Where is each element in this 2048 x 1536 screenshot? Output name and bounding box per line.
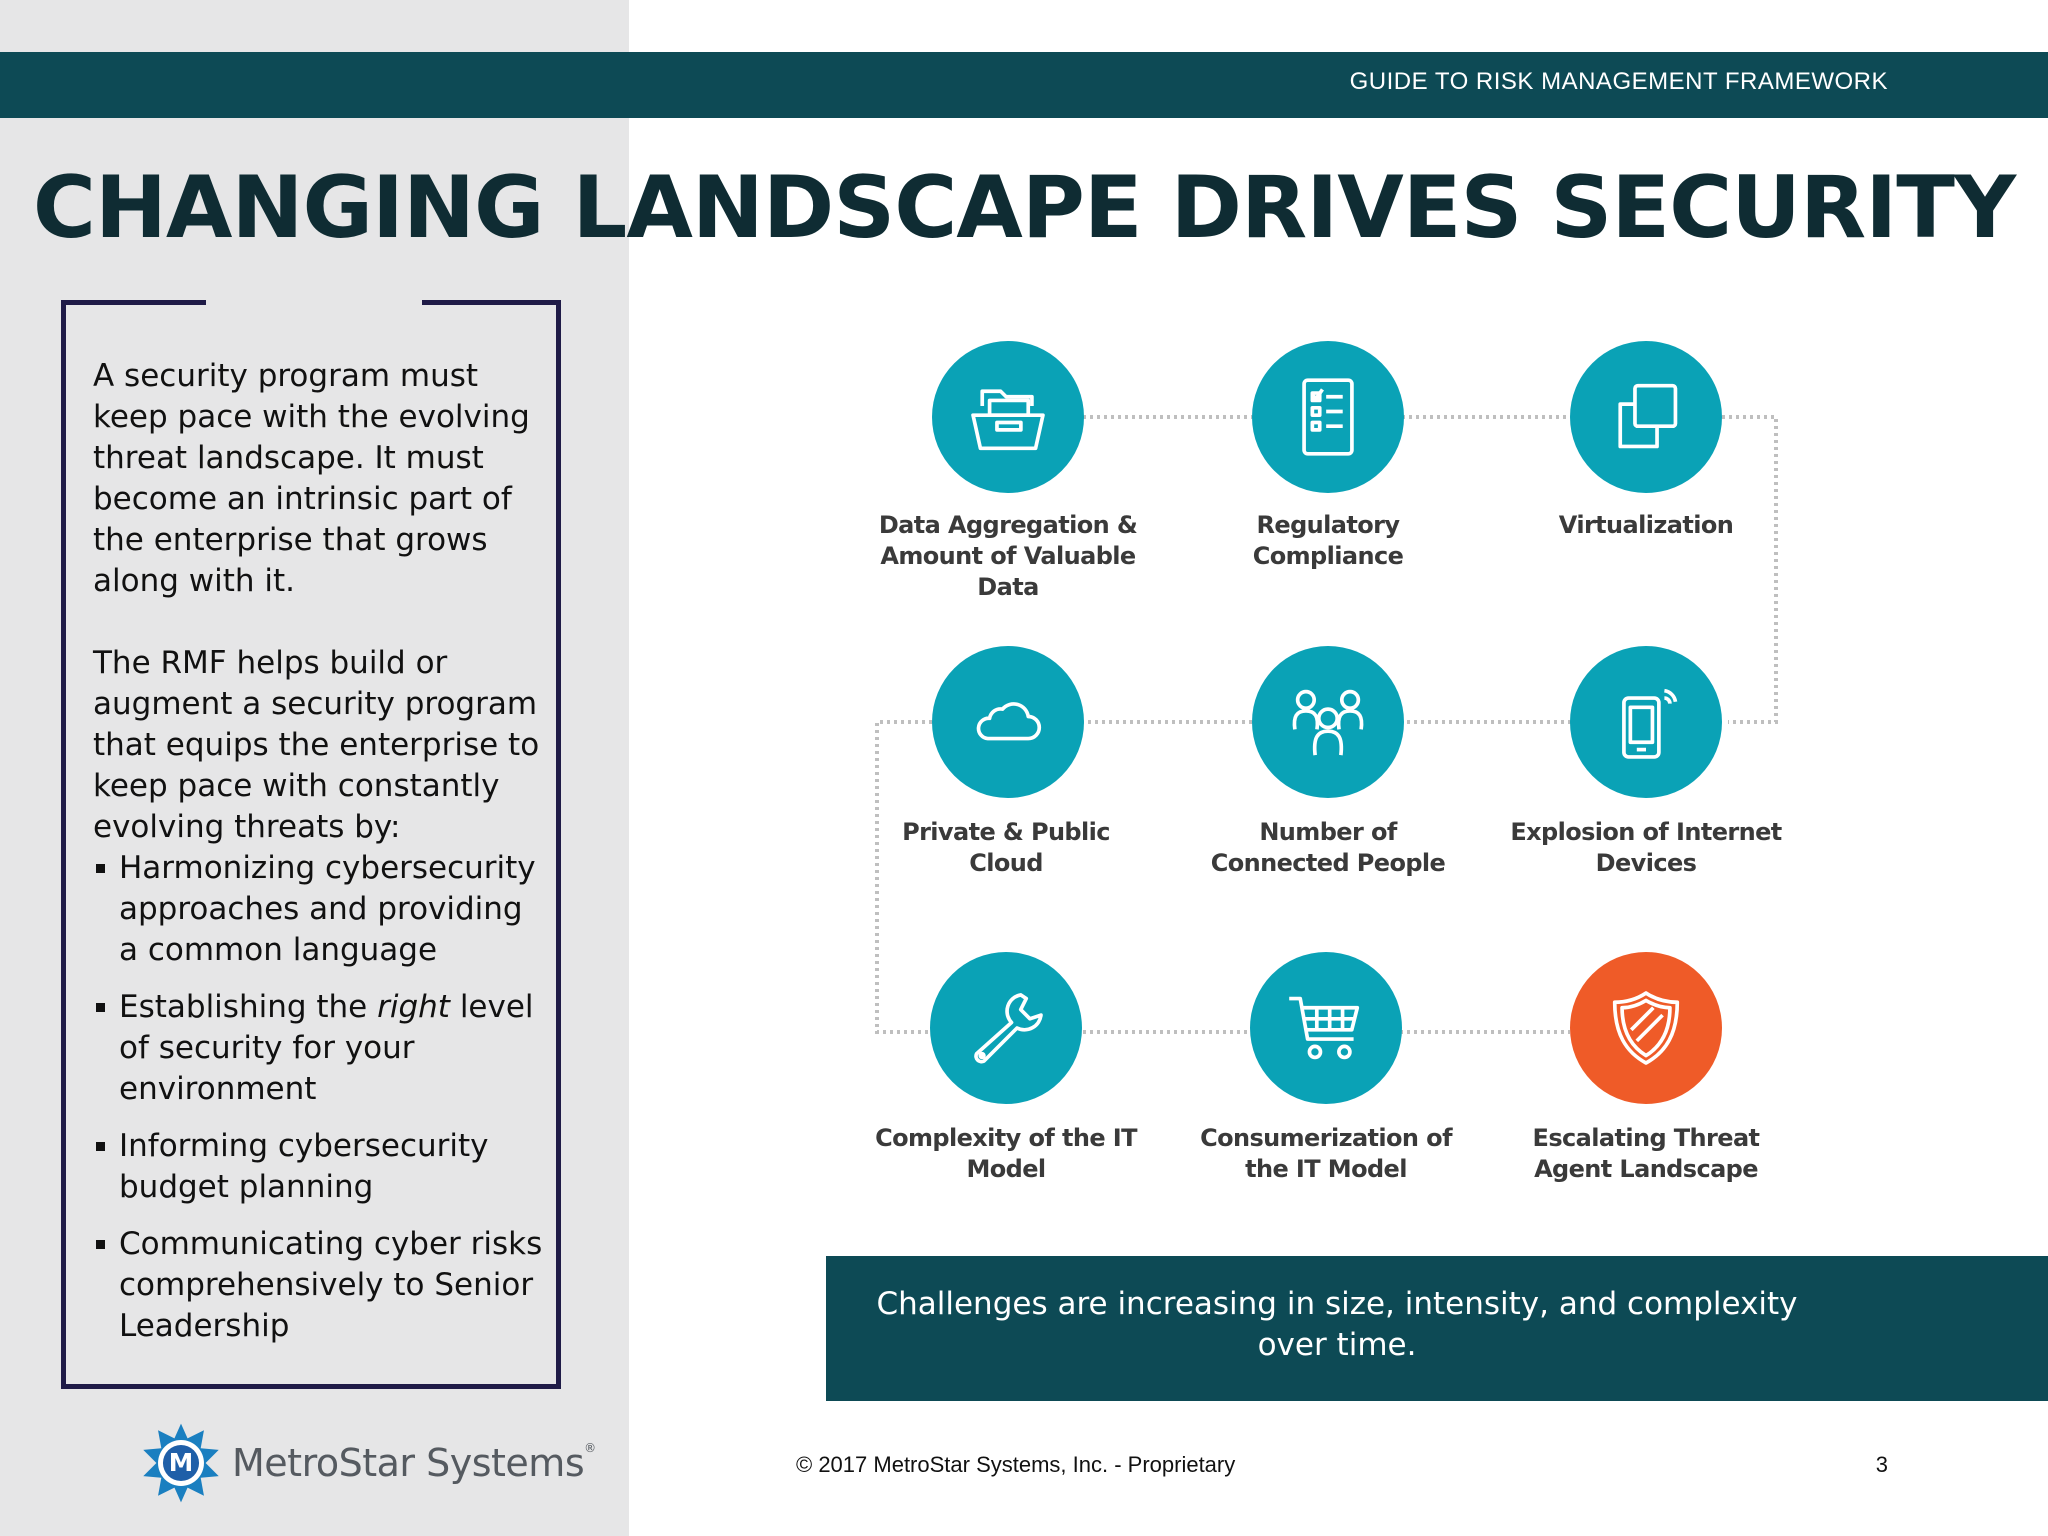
virtualization-circle [1570,341,1722,493]
shield-icon [1600,982,1692,1074]
cloud-circle [932,646,1084,798]
factor-label: Virtualization [1558,511,1734,539]
factor-label: Data Aggregation & Amount of Valuable Data [878,511,1138,601]
logo-registered-mark: ® [584,1441,596,1455]
virtualization-icon [1600,371,1692,463]
bullet-text: level of security for your environment [119,989,534,1107]
factor-label: Escalating Threat Agent Landscape [1532,1124,1760,1183]
factor-label: Complexity of the IT Model [875,1124,1137,1183]
bullet-item: Communicating cyber risks comprehensively to Senior Leadership [93,1224,548,1347]
checklist-icon [1282,371,1374,463]
people-icon [1282,676,1374,768]
data-aggregation-circle [932,341,1084,493]
folder-icon [962,371,1054,463]
internet-devices-circle [1570,646,1722,798]
factor-label: Private & Public Cloud [902,818,1110,877]
copyright-text: © 2017 MetroStar Systems, Inc. - Proprietary [796,1452,1236,1477]
slide-title: CHANGING LANDSCAPE DRIVES SECURITY [32,158,2016,258]
metrostar-star-icon [140,1422,222,1504]
connected-people-circle [1252,646,1404,798]
metrostar-logo [140,1418,610,1508]
wrench-icon [960,982,1052,1074]
shopping-cart-icon [1280,982,1372,1074]
logo-text [232,1441,596,1485]
bullet-item: Harmonizing cybersecurity approaches and providing a common language [93,848,548,971]
regulatory-compliance-circle [1252,341,1404,493]
cloud-icon [962,676,1054,768]
bullet-text: Establishing the [119,989,378,1025]
factor-label: Regulatory Compliance [1252,511,1404,570]
factor-label: Number of Connected People [1210,818,1446,877]
factor-label: Consumerization of the IT Model [1200,1124,1452,1183]
summary-paragraph-2: The RMF helps build or augment a security program that equips the enterprise to keep pace with constantly evolving threats by: [93,645,540,845]
page-number: 3 [1875,1452,1888,1477]
consumerization-circle [1250,952,1402,1104]
header-text: GUIDE TO RISK MANAGEMENT FRAMEWORK [1349,68,1888,95]
it-complexity-circle [930,952,1082,1104]
challenges-banner: Challenges are increasing in size, intensity, and complexity over time. [826,1256,2048,1401]
factor-label: Explosion of Internet Devices [1510,818,1782,877]
bullet-emphasis: right [377,989,450,1025]
logo-name: MetroStar Systems [232,1441,585,1485]
threat-agent-circle [1570,952,1722,1104]
mobile-device-icon [1600,676,1692,768]
bullet-item: Informing cybersecurity budget planning [93,1126,548,1208]
summary-paragraph-1: A security program must keep pace with the evolving threat landscape. It must become an intrinsic part of the enterprise that grows along with it. [93,358,530,599]
logo-mark: M [168,1448,194,1478]
